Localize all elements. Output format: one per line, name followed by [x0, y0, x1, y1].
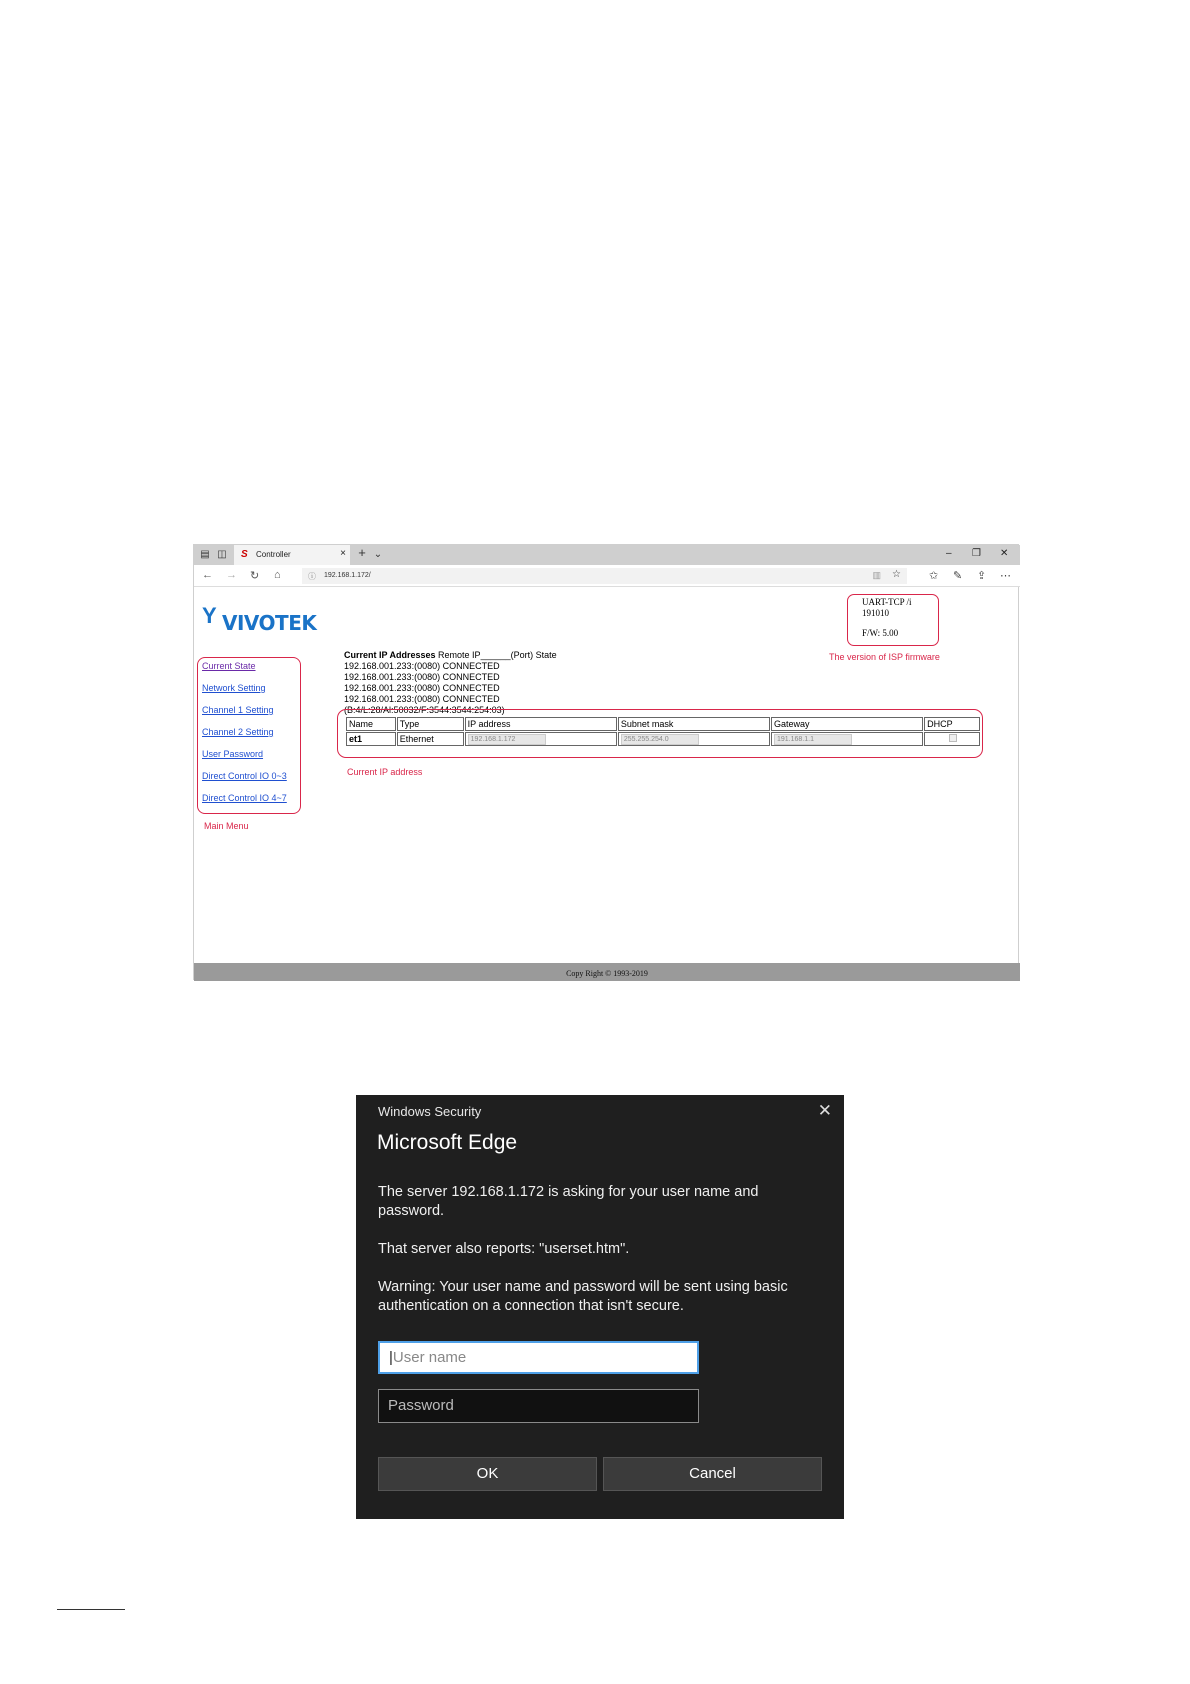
ok-button[interactable]: OK: [378, 1457, 597, 1491]
menu-item-direct-control-io-0-3[interactable]: Direct Control IO 0~3: [202, 771, 287, 781]
password-input[interactable]: [378, 1389, 699, 1423]
browser-screenshot: [193, 544, 1019, 980]
current-ip-caption: Current IP address: [347, 767, 423, 777]
network-table: [345, 716, 981, 747]
dialog-server-report: That server also reports: "userset.htm".: [378, 1241, 630, 1257]
new-tab-icon[interactable]: +: [358, 545, 366, 560]
share-icon[interactable]: ⇪: [977, 570, 987, 582]
pen-icon[interactable]: ✎: [953, 570, 963, 582]
header-ip-address: IP address: [465, 717, 617, 731]
header-type: Type: [397, 717, 464, 731]
dialog-title: Windows Security: [378, 1104, 482, 1119]
info-icon: ⓘ: [308, 572, 316, 581]
main-menu-caption: Main Menu: [204, 821, 249, 831]
page-footer: Copy Right © 1993-2019: [194, 963, 1020, 981]
more-icon[interactable]: ⋯: [1000, 570, 1011, 582]
tab-title: Controller: [256, 550, 291, 559]
firmware-line-1: UART-TCP /i: [862, 597, 912, 607]
back-icon[interactable]: ←: [202, 569, 213, 581]
cell-ip: [465, 732, 617, 746]
refresh-icon[interactable]: ↻: [250, 570, 260, 582]
state-line: 192.168.001.233:(0080) CONNECTED: [344, 694, 500, 704]
state-line: (B:4/L:28/Al:50032/F:3544:3544:254:03): [344, 705, 505, 715]
set-aside-tabs-icon[interactable]: ◫: [217, 549, 227, 560]
username-placeholder: User name: [392, 1349, 467, 1366]
header-gateway: Gateway: [771, 717, 923, 731]
header-name: Name: [346, 717, 396, 731]
chevron-down-icon[interactable]: ⌄: [373, 549, 383, 560]
firmware-version-box: [847, 594, 939, 646]
menu-item-user-password[interactable]: User Password: [202, 749, 264, 759]
url-text: 192.168.1.172/: [324, 572, 371, 579]
table-header-row: [346, 717, 980, 731]
close-tab-icon[interactable]: ×: [340, 548, 346, 559]
password-placeholder: Password: [388, 1397, 454, 1414]
favorites-icon[interactable]: ✩: [929, 570, 939, 582]
minimize-button[interactable]: –: [946, 548, 952, 559]
home-icon[interactable]: ⌂: [274, 569, 281, 581]
state-line: 192.168.001.233:(0080) CONNECTED: [344, 672, 500, 682]
main-menu: [197, 657, 301, 814]
windows-security-dialog: [356, 1095, 844, 1519]
state-heading-bold: Current IP Addresses: [344, 650, 436, 660]
cell-type: Ethernet: [397, 732, 464, 746]
cell-name: et1: [346, 732, 396, 746]
menu-item-channel-2-setting[interactable]: Channel 2 Setting: [202, 727, 274, 737]
firmware-line-3: F/W: 5.00: [862, 628, 899, 638]
cell-dhcp: [924, 732, 980, 746]
gateway-field[interactable]: 191.168.1.1: [774, 734, 852, 745]
subnet-mask-field[interactable]: 255.255.254.0: [621, 734, 699, 745]
dialog-message: The server 192.168.1.172 is asking for your user name and password.: [378, 1184, 759, 1219]
favorite-star-icon[interactable]: ☆: [892, 569, 901, 580]
cell-gateway: [771, 732, 923, 746]
state-line: 192.168.001.233:(0080) CONNECTED: [344, 683, 500, 693]
logo-mark-icon: Y: [202, 603, 217, 628]
forward-icon[interactable]: →: [226, 569, 237, 581]
cell-mask: [618, 732, 770, 746]
firmware-line-2: 191010: [862, 608, 889, 618]
close-window-button[interactable]: ✕: [1000, 548, 1009, 559]
state-heading-rest: Remote IP______(Port) State: [435, 650, 557, 660]
logo-text: VIVOTEK: [222, 611, 317, 635]
header-subnet-mask: Subnet mask: [618, 717, 770, 731]
maximize-button[interactable]: ❐: [972, 548, 981, 559]
state-line: 192.168.001.233:(0080) CONNECTED: [344, 661, 500, 671]
ip-address-field[interactable]: 192.168.1.172: [468, 734, 546, 745]
dhcp-checkbox[interactable]: [949, 734, 957, 742]
menu-item-current-state[interactable]: Current State: [202, 661, 256, 671]
close-icon[interactable]: ✕: [817, 1101, 832, 1120]
url-input[interactable]: [302, 568, 907, 584]
current-state-section: [344, 650, 557, 716]
page-footer-rule: [57, 1609, 125, 1610]
dialog-app-name: Microsoft Edge: [377, 1131, 518, 1154]
menu-item-network-setting[interactable]: Network Setting: [202, 683, 266, 693]
header-dhcp: DHCP: [924, 717, 980, 731]
username-input[interactable]: |User name: [378, 1341, 699, 1374]
menu-item-direct-control-io-4-7[interactable]: Direct Control IO 4~7: [202, 793, 287, 803]
table-row: [346, 732, 980, 746]
reading-view-icon[interactable]: ▥: [872, 570, 881, 580]
firmware-caption: The version of ISP firmware: [829, 652, 940, 662]
dialog-warning: Warning: Your user name and password will be sent using basic authentication on a connection that isn't secure.: [378, 1279, 788, 1314]
menu-item-channel-1-setting[interactable]: Channel 1 Setting: [202, 705, 274, 715]
tab-controller[interactable]: [234, 545, 350, 565]
tab-bar: [194, 545, 1020, 565]
state-heading: [344, 650, 557, 661]
address-bar: [194, 565, 1020, 587]
cancel-button[interactable]: Cancel: [603, 1457, 822, 1491]
site-favicon-icon: S: [241, 549, 248, 560]
tab-list-icon[interactable]: ▤: [200, 549, 210, 560]
